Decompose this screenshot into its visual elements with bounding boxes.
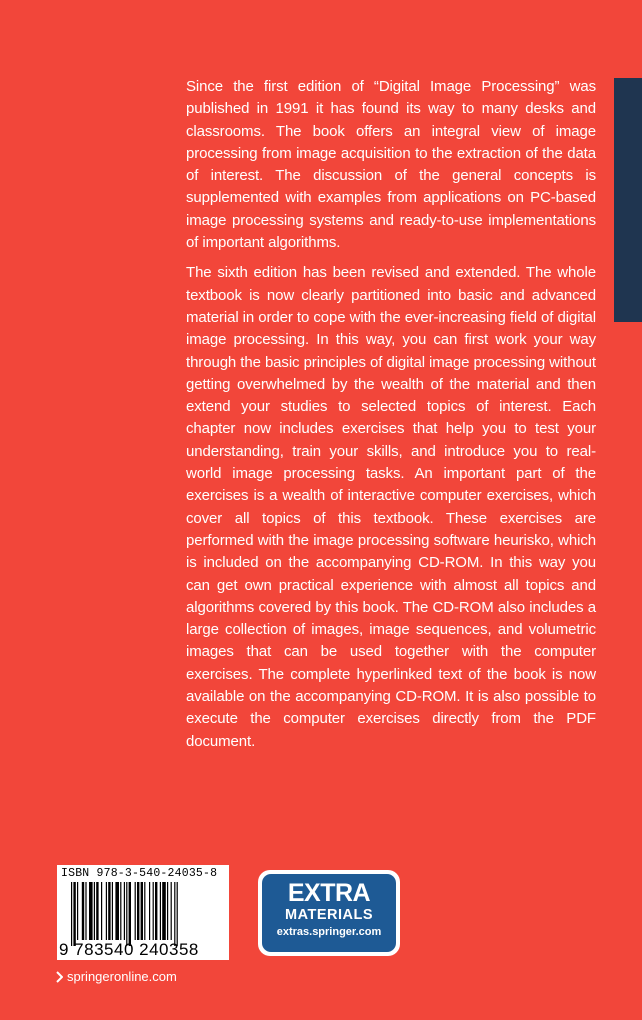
- publisher-website: [56, 968, 177, 986]
- cover-blurb: [186, 76, 596, 761]
- blurb-paragraph-2: The sixth edition has been revised and extended. The whole textbook is now clearly partitioned into basic and advanced material in order to cope with the ever-increasing field of digital image processing. In this way, you can first work your way through the basic principles of digital image processing without getting overwhelmed by the wealth of the material and then extend your studies to selected topics of interest. Each chapter now includes exercises that help you to test your understanding, train your skills, and introduce you to real-world image processing tasks. An important part of the exercises is a wealth of interactive computer exercises, which cover all topics of this textbook. These exercises are performed with the image processing software heurisko, which is included on the accompanying CD-ROM. In this way you can get own practical experience with almost all topics and algorithms covered by this book. The CD-ROM also includes a large collection of images, image sequences, and volumetric images that can be used together with the computer exercises. The complete hyperlinked text of the book is now available on the accompanying CD-ROM. It is also possible to execute the computer exercises directly from the PDF document.: [186, 264, 596, 750]
- blurb-paragraph-1: Since the first edition of “Digital Image Processing” was published in 1991 it has found its way to many desks and classrooms. The book offers an integral view of image processing from image acquisition to the extraction of the data of interest. The discussion of the general concepts is supplemented with examples from applications on PC-based image processing systems and ready-to-use implementations of important algorithms.: [186, 78, 596, 252]
- publisher-website-text: springeronline.com: [67, 969, 177, 984]
- chevron-right-icon: [56, 971, 63, 983]
- isbn-label: ISBN 978-3-540-24035-8: [61, 867, 218, 880]
- extra-materials-badge: [258, 870, 400, 956]
- extra-badge-subtitle: MATERIALS: [284, 907, 373, 923]
- isbn-barcode-block: [57, 865, 229, 960]
- spine-color-tab: [614, 78, 642, 322]
- extra-materials-panel: [262, 874, 396, 952]
- extra-badge-url: extras.springer.com: [276, 926, 382, 938]
- barcode-bars: [71, 882, 221, 946]
- extra-badge-title: EXTRA: [287, 879, 371, 907]
- barcode-digits: 9 783540 240358: [59, 940, 199, 959]
